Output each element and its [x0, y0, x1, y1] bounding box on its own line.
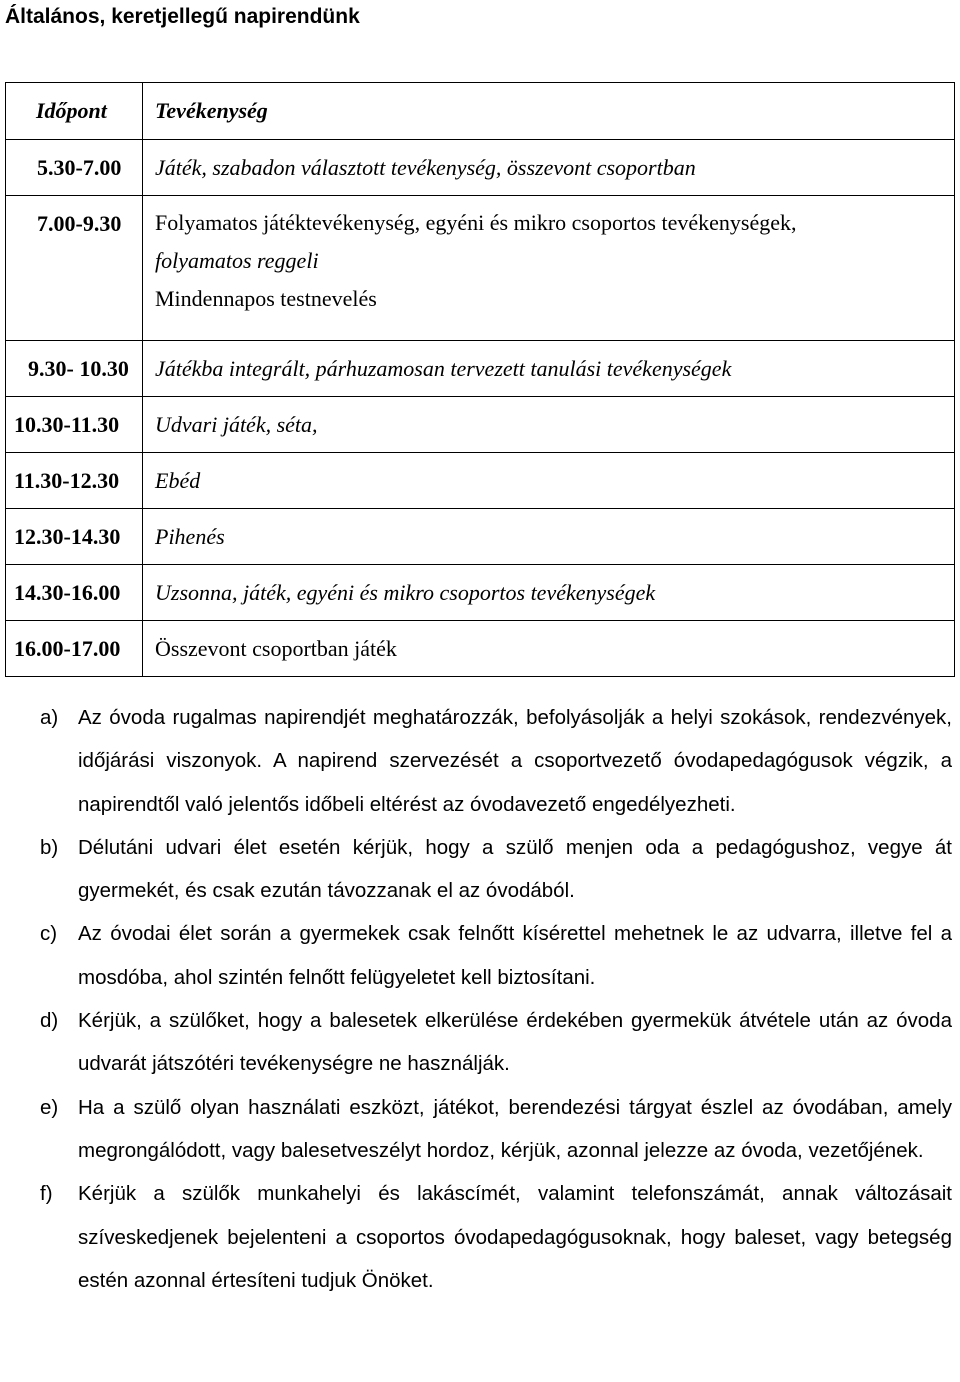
note-letter: b): [40, 835, 59, 859]
column-header-time: Időpont: [6, 83, 143, 140]
table-row: [6, 341, 955, 397]
time-cell: 7.00-9.30: [6, 196, 143, 341]
activity-cell: Udvari játék, séta,: [143, 397, 955, 453]
note-item: [40, 696, 952, 826]
table-row: [6, 196, 955, 341]
note-text: Ha a szülő olyan használati eszközt, játékot, berendezési tárgyat észlel az óvodában, amely megrongálódott, vagy balesetveszélyt hordoz, kérjük, azonnal jelezze az óvoda, vezetőjének.: [78, 1095, 952, 1162]
note-text: Kérjük, a szülőket, hogy a balesetek elkerülése érdekében gyermekük átvétele után az óvoda udvarát játszótéri tevékenységre ne használják.: [78, 1009, 952, 1076]
time-cell: 5.30-7.00: [6, 140, 143, 196]
time-cell: 14.30-16.00: [6, 565, 143, 621]
time-cell: 9.30- 10.30: [6, 341, 143, 397]
activity-cell: Ebéd: [143, 453, 955, 509]
schedule-table: [5, 82, 955, 677]
note-letter: d): [40, 1009, 59, 1033]
note-text: Délutáni udvari élet esetén kérjük, hogy a szülő menjen oda a pedagógushoz, vegye át gyermekét, és csak ezután távozzanak el az óvodából.: [78, 835, 952, 903]
note-text: Az óvoda rugalmas napirendjét meghatározzák, befolyásolják a helyi szokások, rendezvények, időjárási viszonyok. A napirend szervezését a csoportvezető óvodapedagógusok végzik, a napirendtől való jelentős időbeli eltérést az óvodavezető engedélyezheti.: [78, 706, 952, 816]
note-item: [40, 1172, 952, 1302]
table-row: [6, 140, 955, 196]
activity-cell: Uzsonna, játék, egyéni és mikro csoportos tevékenységek: [143, 565, 955, 621]
table-row: [6, 397, 955, 453]
note-letter: a): [40, 706, 59, 729]
table-row: [6, 453, 955, 509]
table-header-row: [6, 83, 955, 140]
activity-cell: Játékba integrált, párhuzamosan tervezett tanulási tevékenységek: [143, 341, 955, 397]
time-cell: 11.30-12.30: [6, 453, 143, 509]
note-letter: e): [40, 1095, 59, 1119]
notes-list: [40, 696, 952, 1302]
table-row: [6, 621, 955, 677]
time-cell: 16.00-17.00: [6, 621, 143, 677]
time-cell: 12.30-14.30: [6, 509, 143, 565]
note-item: [40, 999, 952, 1086]
activity-cell: Pihenés: [143, 509, 955, 565]
activity-cell: [143, 196, 955, 341]
activity-cell: Összevont csoportban játék: [143, 621, 955, 677]
time-cell: 10.30-11.30: [6, 397, 143, 453]
note-letter: f): [40, 1182, 53, 1206]
note-item: [40, 912, 952, 999]
note-text: Kérjük a szülők munkahelyi és lakáscímét, valamint telefonszámát, annak változásait szíveskedjenek bejelenteni a csoportos óvodapedagógusoknak, hogy baleset, vagy betegség estén azonnal értesíteni tudjuk Önöket.: [78, 1182, 952, 1292]
note-item: [40, 826, 952, 913]
activity-line: Mindennapos testnevelés: [155, 286, 377, 311]
note-letter: c): [40, 922, 58, 946]
column-header-activity: Tevékenység: [143, 83, 955, 140]
note-text: Az óvodai élet során a gyermekek csak felnőtt kísérettel mehetnek le az udvarra, illetve fel a mosdóba, ahol szintén felnőtt felügyeletet kell biztosítani.: [78, 922, 952, 989]
activity-line: folyamatos reggeli: [155, 248, 319, 273]
table-row: [6, 509, 955, 565]
note-item: [40, 1086, 952, 1173]
activity-line: Folyamatos játéktevékenység, egyéni és mikro csoportos tevékenységek,: [155, 210, 797, 235]
activity-cell: Játék, szabadon választott tevékenység, összevont csoportban: [143, 140, 955, 196]
table-row: [6, 565, 955, 621]
page-title: Általános, keretjellegű napirendünk: [5, 5, 360, 28]
